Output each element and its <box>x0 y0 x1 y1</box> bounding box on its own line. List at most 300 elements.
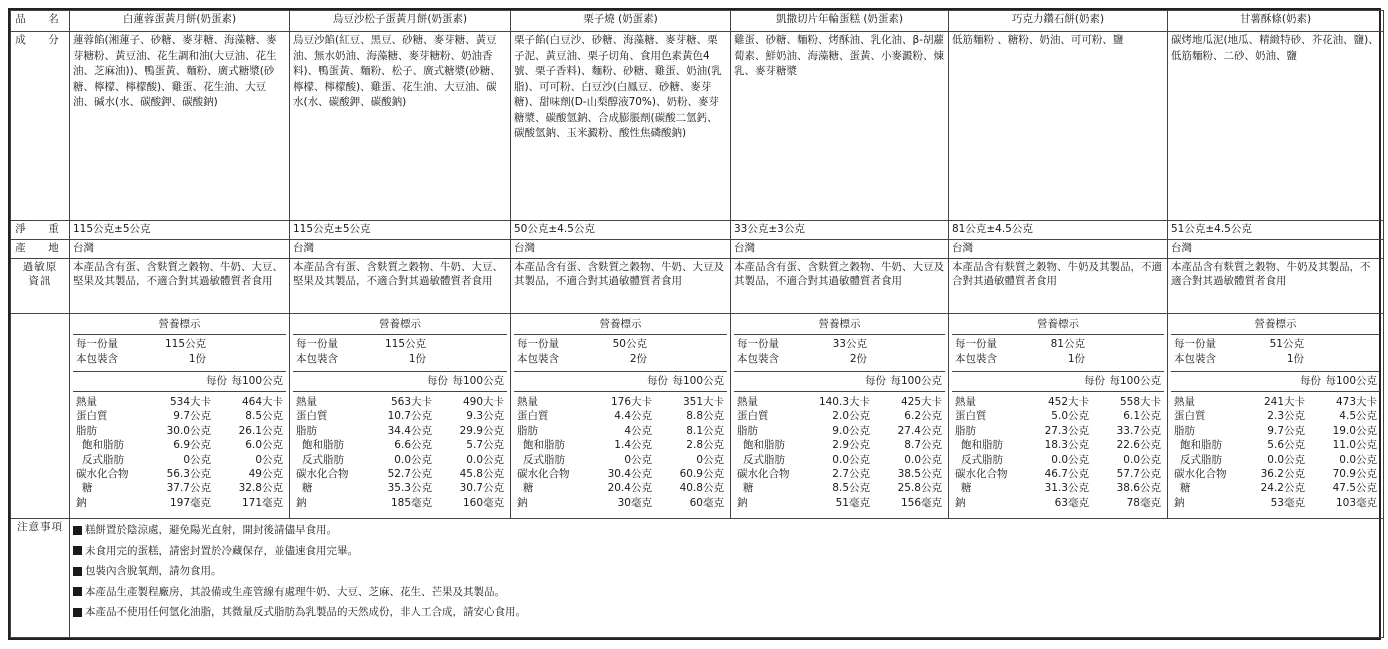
nutrition-row-item <box>76 496 283 510</box>
nutrient-per-serving: 4.4公克 <box>614 410 652 423</box>
nutrient-per-100g: 8.1公克 <box>686 424 724 437</box>
nutrient-name: 脂肪 <box>1174 424 1195 437</box>
origin-row <box>11 240 1384 259</box>
per-serving-header: 每份 <box>647 375 668 387</box>
nutrition-column-headers <box>952 372 1164 392</box>
product-origin: 台灣 <box>511 240 731 259</box>
nutrition-values <box>734 392 945 510</box>
nutrition-row-item <box>517 424 724 438</box>
nutrient-per-serving: 52.7公克 <box>387 468 432 481</box>
note-text: 包裝內含脫氧劑，請勿食用。 <box>85 565 222 577</box>
note-text: 本產品生產製程廠房，其設備或生產管線有處理牛奶、大豆、芝麻、花生、芒果及其製品。 <box>85 585 505 598</box>
product-label-sheet <box>8 8 1381 640</box>
nutrition-row-item <box>737 395 942 409</box>
serving-size-value: 81公克 <box>1050 338 1085 350</box>
nutrient-name: 鈉 <box>296 496 307 509</box>
nutrient-name: 熱量 <box>517 396 538 408</box>
nutrient-name: 蛋白質 <box>517 410 549 423</box>
nutrient-per-100g: 351大卡 <box>682 396 724 408</box>
nutrient-name: 反式脂肪 <box>82 453 124 466</box>
name-row <box>11 11 1384 32</box>
nutrition-row-item <box>1174 424 1377 438</box>
nutrition-row-item <box>955 409 1161 423</box>
servings-label: 本包裝含 <box>296 353 338 365</box>
nutrient-per-serving: 5.0公克 <box>1051 410 1089 423</box>
servings-value: 1份 <box>1286 353 1304 365</box>
product-net-weight: 51公克±4.5公克 <box>1168 221 1384 240</box>
per-100g-header: 每100公克 <box>452 375 504 387</box>
serving-size-label: 每一份量 <box>955 338 997 350</box>
nutrient-per-100g: 38.6公克 <box>1116 482 1161 495</box>
allergen-label: 過敏原 資訊 <box>11 259 70 314</box>
nutrition-row-item <box>76 438 283 452</box>
ingredients-row <box>11 32 1384 221</box>
nutrition-row-item <box>955 395 1161 409</box>
nutrition-panel <box>731 314 949 519</box>
nutrition-row-item <box>76 395 283 409</box>
product-ingredients: 蓮蓉餡(湘蓮子、砂糖、麥芽糖、海藻糖、麥芽糖粉、黃豆油、花生調和油(大豆油、花生油、芝麻油))、鴨蛋黃、麵粉、廣式糖漿(砂糖、檸檬、檸檬酸)、雞蛋、花生油、大豆油、碱水(水、碳酸鉀、碳酸鈉) <box>70 32 290 221</box>
nutrient-name: 蛋白質 <box>76 410 108 423</box>
nutrient-per-serving: 0.0公克 <box>394 453 432 466</box>
nutrient-per-100g: 26.1公克 <box>238 424 283 437</box>
nutrient-per-serving: 0.0公克 <box>1051 453 1089 466</box>
note-text: 本產品不使用任何氫化油脂，其微量反式脂肪為乳製品的天然成份，非人工合成，請安心食用。 <box>85 606 526 618</box>
servings-label: 本包裝含 <box>737 353 779 365</box>
servings-label: 本包裝含 <box>76 353 118 365</box>
nutrient-name: 碳水化合物 <box>76 468 129 481</box>
product-origin: 台灣 <box>290 240 511 259</box>
nutrient-per-100g: 0.0公克 <box>1123 453 1161 466</box>
nutrient-name: 鈉 <box>1174 496 1185 509</box>
serving-info <box>734 335 945 372</box>
nutrition-row-item <box>955 453 1161 467</box>
bullet-square-icon <box>73 546 82 555</box>
nutrient-name: 鈉 <box>76 496 87 509</box>
servings-label: 本包裝含 <box>955 353 997 365</box>
nutrition-label-cell <box>11 314 70 519</box>
nutrition-values <box>73 392 286 510</box>
name-label: 品 名 <box>11 11 70 32</box>
product-name: 甘薯酥條(奶素) <box>1168 11 1384 32</box>
product-net-weight: 50公克±4.5公克 <box>511 221 731 240</box>
nutrient-per-100g: 6.1公克 <box>1123 410 1161 423</box>
nutrient-per-serving: 30.0公克 <box>166 424 211 437</box>
servings-value: 1份 <box>408 353 426 365</box>
nutrient-per-serving: 1.4公克 <box>614 439 652 452</box>
nutrient-per-100g: 0.0公克 <box>904 453 942 466</box>
nutrition-row-item <box>737 409 942 423</box>
nutrient-per-serving: 10.7公克 <box>387 410 432 423</box>
nutrient-per-serving: 0.0公克 <box>1267 453 1305 466</box>
serving-size-value: 50公克 <box>612 338 647 350</box>
net-weight-row <box>11 221 1384 240</box>
nutrient-per-serving: 53毫克 <box>1270 496 1305 509</box>
nutrition-box <box>1171 315 1380 517</box>
nutrient-name: 飽和脂肪 <box>302 439 344 452</box>
nutrition-panel <box>511 314 731 519</box>
serving-info <box>73 335 286 372</box>
nutrition-row-item <box>737 467 942 481</box>
nutrition-row-item <box>737 481 942 495</box>
nutrient-per-serving: 140.3大卡 <box>818 396 870 408</box>
nutrition-title: 營養標示 <box>1171 315 1380 335</box>
product-info-table <box>10 10 1384 638</box>
serving-info <box>952 335 1164 372</box>
nutrient-per-serving: 2.9公克 <box>832 439 870 452</box>
servings-label: 本包裝含 <box>1174 353 1216 365</box>
nutrient-per-serving: 36.2公克 <box>1260 468 1305 481</box>
serving-size-value: 115公克 <box>384 338 426 350</box>
nutrition-box <box>73 315 286 517</box>
notes-row <box>11 519 1384 638</box>
product-allergen: 本產品含有蛋、含麩質之穀物、牛奶、大豆及其製品，不適合對其過敏體質者食用 <box>731 259 949 314</box>
nutrient-per-100g: 47.5公克 <box>1332 482 1377 495</box>
nutrient-per-100g: 473大卡 <box>1335 396 1377 408</box>
nutrition-row-item <box>517 467 724 481</box>
nutrient-per-100g: 25.8公克 <box>897 482 942 495</box>
serving-size-value: 115公克 <box>164 338 206 350</box>
nutrient-per-serving: 30毫克 <box>617 496 652 509</box>
nutrition-row-item <box>517 409 724 423</box>
per-serving-header: 每份 <box>1084 375 1105 387</box>
note-item <box>73 541 1380 562</box>
servings-value: 1份 <box>1067 353 1085 365</box>
nutrient-per-serving: 24.2公克 <box>1260 482 1305 495</box>
nutrient-per-100g: 32.8公克 <box>238 482 283 495</box>
note-item <box>73 602 1380 623</box>
nutrient-per-100g: 22.6公克 <box>1116 439 1161 452</box>
nutrient-per-100g: 70.9公克 <box>1332 468 1377 481</box>
nutrient-per-serving: 6.9公克 <box>173 439 211 452</box>
nutrition-row <box>11 314 1384 519</box>
nutrition-column-headers <box>73 372 286 392</box>
nutrition-values <box>293 392 507 510</box>
nutrient-per-100g: 33.7公克 <box>1116 424 1161 437</box>
servings-value: 1份 <box>188 353 206 365</box>
product-origin: 台灣 <box>1168 240 1384 259</box>
nutrition-title: 營養標示 <box>293 315 507 335</box>
nutrient-per-100g: 160毫克 <box>462 496 504 509</box>
nutrient-per-serving: 34.4公克 <box>387 424 432 437</box>
nutrient-name: 熱量 <box>296 396 317 408</box>
nutrition-panel <box>949 314 1168 519</box>
servings-value: 2份 <box>629 353 647 365</box>
nutrient-name: 糖 <box>1180 482 1191 495</box>
nutrient-name: 糖 <box>523 482 534 495</box>
product-name: 栗子燒 (奶蛋素) <box>511 11 731 32</box>
nutrition-row-item <box>296 424 504 438</box>
nutrient-per-100g: 6.0公克 <box>245 439 283 452</box>
nutrient-per-serving: 18.3公克 <box>1044 439 1089 452</box>
product-allergen: 本產品含有麩質之穀物、牛奶及其製品，不適合對其過敏體質者食用 <box>1168 259 1384 314</box>
product-allergen: 本產品含有蛋、含麩質之穀物、牛奶、大豆、堅果及其製品，不適合對其過敏體質者食用 <box>70 259 290 314</box>
product-name: 巧克力鑽石餅(奶素) <box>949 11 1168 32</box>
nutrient-per-serving: 9.7公克 <box>1267 424 1305 437</box>
nutrition-row-item <box>76 467 283 481</box>
nutrition-row-item <box>955 496 1161 510</box>
nutrient-per-100g: 490大卡 <box>462 396 504 408</box>
nutrition-row-item <box>1174 453 1377 467</box>
per-serving-header: 每份 <box>865 375 886 387</box>
nutrition-row-item <box>1174 409 1377 423</box>
note-item <box>73 582 1380 603</box>
nutrient-per-100g: 0公克 <box>255 453 283 466</box>
serving-size-label: 每一份量 <box>1174 338 1216 350</box>
product-ingredients: 栗子餡(白豆沙、砂糖、海藻糖、麥芽糖、栗子泥、黃豆油、栗子切角、食用色素黃色4號、栗子香料)、麵粉、砂糖、雞蛋、奶油(乳脂)、可可粉、白豆沙(白鳳豆、砂糖、麥芽糖)、甜味劑(D-山梨醇液70%)、奶粉、麥芽糖漿、碳酸氫鈉、合成膨脹劑(碳酸二氫鈣、碳酸氫鈉、玉米澱粉、酸性焦磷酸鈉) <box>511 32 731 221</box>
nutrient-per-100g: 45.8公克 <box>459 468 504 481</box>
nutrient-per-100g: 38.5公克 <box>897 468 942 481</box>
bullet-square-icon <box>73 567 82 576</box>
nutrient-per-serving: 0.0公克 <box>832 453 870 466</box>
product-name: 白蓮蓉蛋黃月餅(奶蛋素) <box>70 11 290 32</box>
nutrient-per-serving: 534大卡 <box>169 396 211 408</box>
nutrient-name: 反式脂肪 <box>523 453 565 466</box>
product-allergen: 本產品含有蛋、含麩質之穀物、牛奶、大豆、堅果及其製品，不適合對其過敏體質者食用 <box>290 259 511 314</box>
nutrient-name: 熱量 <box>76 396 97 408</box>
nutrition-row-item <box>737 496 942 510</box>
per-100g-header: 每100公克 <box>231 375 283 387</box>
nutrient-name: 糖 <box>82 482 93 495</box>
note-text: 未食用完的蛋糕，請密封置於冷藏保存，並儘速食用完畢。 <box>85 544 358 557</box>
nutrient-per-serving: 9.0公克 <box>832 424 870 437</box>
nutrient-per-100g: 0公克 <box>696 453 724 466</box>
nutrient-per-serving: 20.4公克 <box>607 482 652 495</box>
nutrient-name: 飽和脂肪 <box>961 439 1003 452</box>
per-serving-header: 每份 <box>1300 375 1321 387</box>
nutrient-per-100g: 29.9公克 <box>459 424 504 437</box>
nutrient-per-serving: 27.3公克 <box>1044 424 1089 437</box>
nutrient-name: 碳水化合物 <box>737 468 790 481</box>
product-net-weight: 33公克±3公克 <box>731 221 949 240</box>
nutrition-row-item <box>517 496 724 510</box>
nutrition-row-item <box>517 453 724 467</box>
nutrient-name: 脂肪 <box>737 424 758 437</box>
nutrition-row-item <box>296 453 504 467</box>
nutrition-values <box>1171 392 1380 510</box>
nutrition-row-item <box>955 438 1161 452</box>
serving-size-label: 每一份量 <box>76 338 118 350</box>
nutrient-name: 脂肪 <box>955 424 976 437</box>
nutrition-values <box>952 392 1164 510</box>
nutrition-row-item <box>1174 481 1377 495</box>
nutrient-name: 蛋白質 <box>737 410 769 423</box>
nutrient-per-serving: 4公克 <box>624 424 652 437</box>
nutrition-box <box>514 315 727 517</box>
nutrient-per-100g: 6.2公克 <box>904 410 942 423</box>
notes-list <box>73 520 1380 623</box>
product-net-weight: 115公克±5公克 <box>290 221 511 240</box>
notes-label: 注意事項 <box>11 519 70 638</box>
nutrient-per-100g: 5.7公克 <box>466 439 504 452</box>
nutrient-per-100g: 60毫克 <box>689 496 724 509</box>
nutrient-per-100g: 8.5公克 <box>245 410 283 423</box>
nutrient-per-100g: 4.5公克 <box>1339 410 1377 423</box>
net-weight-label: 淨 重 <box>11 221 70 240</box>
nutrient-per-serving: 46.7公克 <box>1044 468 1089 481</box>
nutrition-row-item <box>517 395 724 409</box>
nutrient-name: 糖 <box>302 482 313 495</box>
product-name: 凱撒切片年輪蛋糕 (奶蛋素) <box>731 11 949 32</box>
nutrition-title: 營養標示 <box>514 315 727 335</box>
serving-size-label: 每一份量 <box>517 338 559 350</box>
nutrient-per-serving: 6.6公克 <box>394 439 432 452</box>
bullet-square-icon <box>73 526 82 535</box>
nutrition-row-item <box>76 409 283 423</box>
nutrient-name: 鈉 <box>955 496 966 509</box>
nutrient-per-100g: 30.7公克 <box>459 482 504 495</box>
nutrient-per-100g: 19.0公克 <box>1332 424 1377 437</box>
per-100g-header: 每100公克 <box>1325 375 1377 387</box>
nutrient-name: 熱量 <box>737 396 758 408</box>
nutrient-per-100g: 78毫克 <box>1126 496 1161 509</box>
nutrient-name: 飽和脂肪 <box>523 439 565 452</box>
nutrient-name: 反式脂肪 <box>1180 453 1222 466</box>
nutrient-name: 糖 <box>961 482 972 495</box>
nutrient-per-100g: 57.7公克 <box>1116 468 1161 481</box>
nutrient-per-serving: 5.6公克 <box>1267 439 1305 452</box>
nutrient-per-serving: 35.3公克 <box>387 482 432 495</box>
nutrition-panel <box>70 314 290 519</box>
nutrient-name: 碳水化合物 <box>517 468 570 481</box>
nutrition-box <box>293 315 507 517</box>
nutrient-per-serving: 2.3公克 <box>1267 410 1305 423</box>
nutrition-title: 營養標示 <box>734 315 945 335</box>
nutrient-per-100g: 425大卡 <box>900 396 942 408</box>
nutrient-per-100g: 49公克 <box>248 468 283 481</box>
nutrient-name: 反式脂肪 <box>961 453 1003 466</box>
nutrient-per-serving: 9.7公克 <box>173 410 211 423</box>
nutrition-row-item <box>737 453 942 467</box>
nutrient-per-100g: 40.8公克 <box>679 482 724 495</box>
nutrient-per-100g: 27.4公克 <box>897 424 942 437</box>
product-origin: 台灣 <box>949 240 1168 259</box>
nutrient-per-serving: 241大卡 <box>1263 396 1305 408</box>
product-allergen: 本產品含有麩質之穀物、牛奶及其製品，不適合對其過敏體質者食用 <box>949 259 1168 314</box>
nutrient-name: 熱量 <box>955 396 976 408</box>
per-100g-header: 每100公克 <box>672 375 724 387</box>
nutrient-name: 脂肪 <box>517 424 538 437</box>
nutrient-per-serving: 30.4公克 <box>607 468 652 481</box>
nutrition-row-item <box>76 453 283 467</box>
nutrition-row-item <box>296 395 504 409</box>
nutrient-name: 碳水化合物 <box>1174 468 1227 481</box>
nutrient-name: 蛋白質 <box>296 410 328 423</box>
nutrient-per-100g: 156毫克 <box>900 496 942 509</box>
product-origin: 台灣 <box>70 240 290 259</box>
nutrition-row-item <box>1174 496 1377 510</box>
nutrient-name: 碳水化合物 <box>296 468 349 481</box>
nutrition-column-headers <box>514 372 727 392</box>
bullet-square-icon <box>73 608 82 617</box>
nutrition-column-headers <box>293 372 507 392</box>
servings-value: 2份 <box>849 353 867 365</box>
nutrition-title: 營養標示 <box>952 315 1164 335</box>
nutrient-name: 反式脂肪 <box>743 453 785 466</box>
serving-size-label: 每一份量 <box>737 338 779 350</box>
nutrient-per-100g: 8.7公克 <box>904 439 942 452</box>
ingredients-label: 成 分 <box>11 32 70 221</box>
nutrient-name: 飽和脂肪 <box>743 439 785 452</box>
nutrient-per-serving: 0公克 <box>624 453 652 466</box>
nutrient-per-100g: 8.8公克 <box>686 410 724 423</box>
nutrition-panel <box>1168 314 1384 519</box>
nutrient-per-serving: 452大卡 <box>1047 396 1089 408</box>
nutrition-row-item <box>76 481 283 495</box>
nutrient-per-100g: 0.0公克 <box>1339 453 1377 466</box>
nutrient-per-serving: 2.7公克 <box>832 468 870 481</box>
nutrient-per-100g: 558大卡 <box>1119 396 1161 408</box>
nutrition-row-item <box>296 409 504 423</box>
nutrition-row-item <box>76 424 283 438</box>
nutrient-per-serving: 185毫克 <box>390 496 432 509</box>
nutrition-row-item <box>296 467 504 481</box>
nutrient-per-100g: 9.3公克 <box>466 410 504 423</box>
nutrient-per-100g: 2.8公克 <box>686 439 724 452</box>
nutrition-column-headers <box>734 372 945 392</box>
nutrient-name: 糖 <box>743 482 754 495</box>
nutrient-name: 熱量 <box>1174 396 1195 408</box>
nutrient-per-serving: 2.0公克 <box>832 410 870 423</box>
nutrient-name: 蛋白質 <box>1174 410 1206 423</box>
product-origin: 台灣 <box>731 240 949 259</box>
product-ingredients: 碳烤地瓜泥(地瓜、精緻特砂、芥花油、鹽)、低筋麵粉、二砂、奶油、鹽 <box>1168 32 1384 221</box>
nutrient-name: 反式脂肪 <box>302 453 344 466</box>
nutrition-row-item <box>955 424 1161 438</box>
nutrient-name: 碳水化合物 <box>955 468 1008 481</box>
nutrient-per-serving: 37.7公克 <box>166 482 211 495</box>
per-serving-header: 每份 <box>206 375 227 387</box>
nutrient-name: 脂肪 <box>296 424 317 437</box>
nutrition-panel <box>290 314 511 519</box>
origin-label: 產 地 <box>11 240 70 259</box>
nutrition-row-item <box>955 481 1161 495</box>
nutrition-row-item <box>955 467 1161 481</box>
nutrition-row-item <box>296 481 504 495</box>
notes-cell <box>70 519 1384 638</box>
nutrient-name: 飽和脂肪 <box>1180 439 1222 452</box>
per-serving-header: 每份 <box>427 375 448 387</box>
nutrition-row-item <box>517 438 724 452</box>
serving-info <box>514 335 727 372</box>
nutrient-per-100g: 0.0公克 <box>466 453 504 466</box>
serving-size-value: 33公克 <box>832 338 867 350</box>
nutrient-name: 飽和脂肪 <box>82 439 124 452</box>
nutrition-box <box>734 315 945 517</box>
nutrient-name: 脂肪 <box>76 424 97 437</box>
nutrient-name: 蛋白質 <box>955 410 987 423</box>
nutrient-per-serving: 0公克 <box>183 453 211 466</box>
nutrition-row-item <box>296 496 504 510</box>
note-text: 糕餅置於陰涼處，避免陽光直射，開封後請儘早食用。 <box>85 524 337 536</box>
nutrition-values <box>514 392 727 510</box>
per-100g-header: 每100公克 <box>1109 375 1161 387</box>
nutrition-row-item <box>1174 467 1377 481</box>
product-name: 烏豆沙松子蛋黃月餅(奶蛋素) <box>290 11 511 32</box>
nutrition-row-item <box>737 438 942 452</box>
nutrition-row-item <box>1174 395 1377 409</box>
bullet-square-icon <box>73 587 82 596</box>
nutrient-name: 鈉 <box>517 496 528 509</box>
nutrient-per-serving: 176大卡 <box>610 396 652 408</box>
servings-label: 本包裝含 <box>517 353 559 365</box>
product-net-weight: 115公克±5公克 <box>70 221 290 240</box>
product-net-weight: 81公克±4.5公克 <box>949 221 1168 240</box>
nutrient-per-100g: 60.9公克 <box>679 468 724 481</box>
nutrient-per-100g: 103毫克 <box>1335 496 1377 509</box>
nutrient-per-serving: 8.5公克 <box>832 482 870 495</box>
note-item <box>73 520 1380 541</box>
product-allergen: 本產品含有蛋、含麩質之穀物、牛奶、大豆及其製品，不適合對其過敏體質者食用 <box>511 259 731 314</box>
